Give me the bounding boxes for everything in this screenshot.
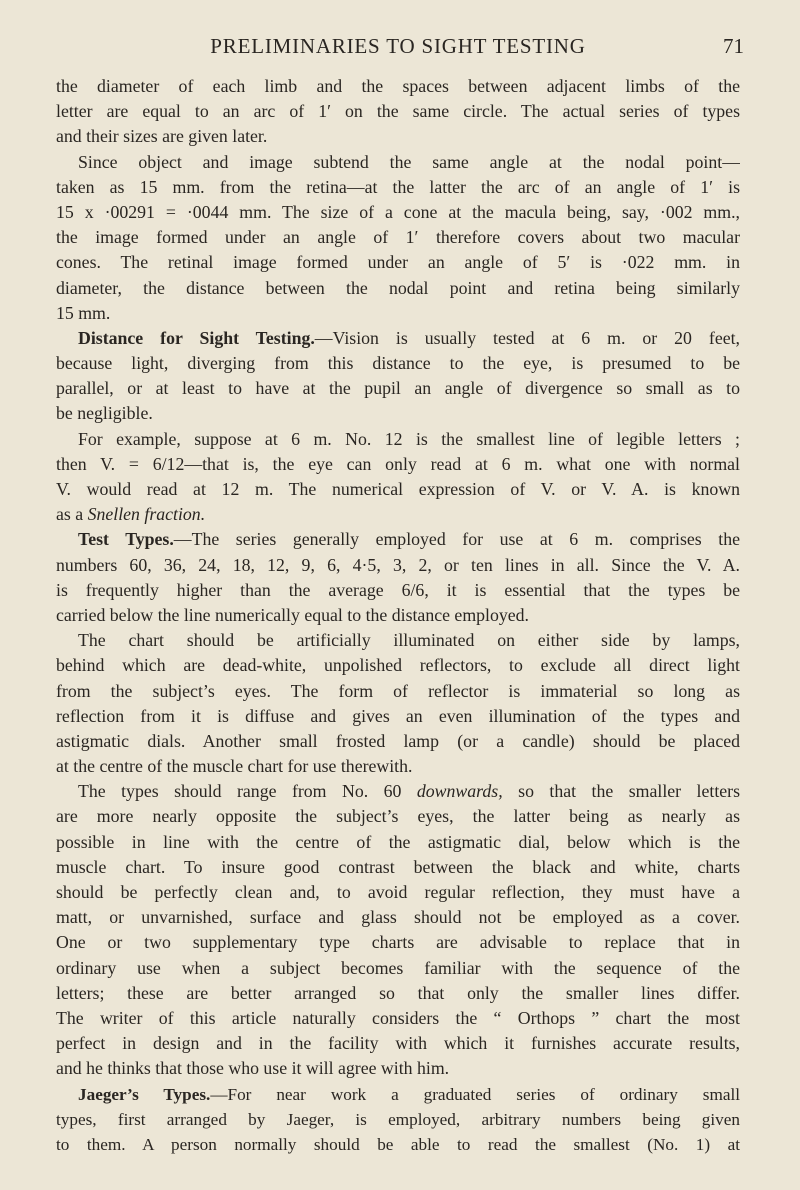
line-text: The chart should be artificially illuminated on either side by lamps, [78,630,740,651]
text-line [56,1082,740,1107]
section-heading: Test Types. [78,529,174,550]
line-text: carried below the line numerically equal to the distance employed. [56,604,530,625]
text-line [56,1031,740,1056]
line-text: so that the smaller letters [502,781,740,802]
text-line [56,603,740,628]
line-text: perfect in design and in the facility with which it furnishes accurate results, [56,1033,740,1054]
text-line [56,175,740,200]
text-line [56,628,740,653]
running-head [56,34,744,64]
line-text: One or two supplementary type charts are advisable to replace that in [56,932,740,953]
line-text: and he thinks that those who use it will agree with him. [56,1058,450,1079]
text-line [56,830,740,855]
line-text: V. would read at 12 m. The numerical expression of V. or V. A. is known [56,479,740,499]
line-text: reflection from it is diffuse and gives an even illumination of the types and [56,705,740,726]
text-line [56,981,740,1006]
line-text: cones. The retinal image formed under an angle of 5′ is ·022 mm. in [56,252,740,273]
line-text: letters; these are better arranged so that only the smaller lines differ. [56,982,740,1003]
line-text: 15 mm. [56,302,111,323]
text-line [56,326,740,351]
text-line [56,679,740,704]
running-title: PRELIMINARIES TO SIGHT TESTING [210,34,586,58]
line-text: letter are equal to an arc of 1′ on the same circle. The actual series of types [56,101,740,122]
text-line [56,553,740,578]
text-line [56,729,740,754]
text-line [56,653,740,678]
line-text: taken as 15 mm. from the retina—at the latter the arc of an angle of 1′ is [56,176,740,197]
line-text: because light, diverging from this distance to the eye, is presumed to be [56,353,740,374]
text-line [56,276,740,301]
text-line [56,754,740,779]
body-text [56,74,740,1157]
text-line [56,1056,740,1081]
text-line [56,301,740,326]
line-text: ordinary use when a subject becomes familiar with the sequence of the [56,957,740,978]
line-text: types, first arranged by Jaeger, is employed, arbitrary numbers being given [56,1109,740,1129]
section-heading: Distance for Sight Testing. [78,327,315,348]
line-text: the diameter of each limb and the spaces between adjacent limbs of the [56,76,740,96]
text-line [56,1132,740,1157]
text-line [56,401,740,426]
page-number: 71 [723,34,744,58]
line-text: —Vision is usually tested at 6 m. or 20 feet, [314,327,740,348]
text-line [56,452,740,477]
text-line [56,427,740,452]
line-text: be negligible. [56,403,153,424]
text-line [56,905,740,930]
text-line [56,704,740,729]
text-line [56,578,740,603]
line-text: possible in line with the centre of the astigmatic dial, below which is the [56,831,740,852]
line-text: —For near work a graduated series of ordinary small [210,1084,740,1104]
text-line [56,200,740,225]
text-line [56,502,740,527]
text-line [56,124,740,149]
text-line [56,527,740,552]
line-text: at the centre of the muscle chart for use therewith. [56,756,413,777]
line-text: Since object and image subtend the same angle at the nodal point— [78,151,740,172]
text-line [56,74,740,99]
text-line [56,804,740,829]
text-line [56,376,740,401]
text-line [56,956,740,981]
line-text: should be perfectly clean and, to avoid regular reflection, they must have a [56,882,740,902]
line-text: the image formed under an angle of 1′ therefore covers about two macular [56,227,740,248]
line-text: is frequently higher than the average 6/6, it is essential that the types be [56,579,740,600]
text-line [56,225,740,250]
line-text: matt, or unvarnished, surface and glass should not be employed as a cover. [56,907,740,928]
section-heading: Jaeger’s Types. [78,1084,211,1104]
line-text: numbers 60, 36, 24, 18, 12, 9, 6, 4·5, 3, 2, or ten lines in all. Since the V. A. [56,554,740,575]
line-text: The types should range from No. 60 [78,781,417,802]
text-line [56,250,740,275]
text-line [56,99,740,124]
line-text: diameter, the distance between the nodal point and retina being similarly [56,277,740,298]
text-line [56,477,740,502]
line-text: to them. A person normally should be able to read the smallest (No. 1) at [56,1134,740,1154]
text-line [56,1107,740,1132]
text-line [56,351,740,376]
line-text: The writer of this article naturally considers the “ Orthops ” chart the most [56,1007,740,1028]
line-text: For example, suppose at 6 m. No. 12 is the smallest line of legible letters ; [78,428,740,449]
text-line [56,880,740,905]
text-line [56,930,740,955]
text-line [56,1006,740,1031]
line-text: then V. = 6/12—that is, the eye can only read at 6 m. what one with normal [56,453,740,474]
line-text: 15 x ·00291 = ·0044 mm. The size of a cone at the macula being, say, ·002 mm., [56,201,740,222]
italic-text: Snellen fraction. [87,504,206,525]
text-line [56,855,740,880]
line-text: and their sizes are given later. [56,126,268,147]
line-text: astigmatic dials. Another small frosted lamp (or a candle) should be placed [56,730,740,751]
line-text: from the subject’s eyes. The form of reflector is immaterial so long as [56,680,740,701]
line-text: as a [56,504,88,525]
line-text: are more nearly opposite the subject’s eyes, the latter being as nearly as [56,806,740,827]
line-text: muscle chart. To insure good contrast between the black and white, charts [56,856,740,877]
text-line [56,150,740,175]
text-line [56,779,740,804]
line-text: behind which are dead-white, unpolished reflectors, to exclude all direct light [56,655,740,676]
italic-text: downwards, [416,781,503,802]
line-text: parallel, or at least to have at the pupil an angle of divergence so small as to [56,378,740,399]
line-text: —The series generally employed for use at 6 m. comprises the [173,529,740,550]
